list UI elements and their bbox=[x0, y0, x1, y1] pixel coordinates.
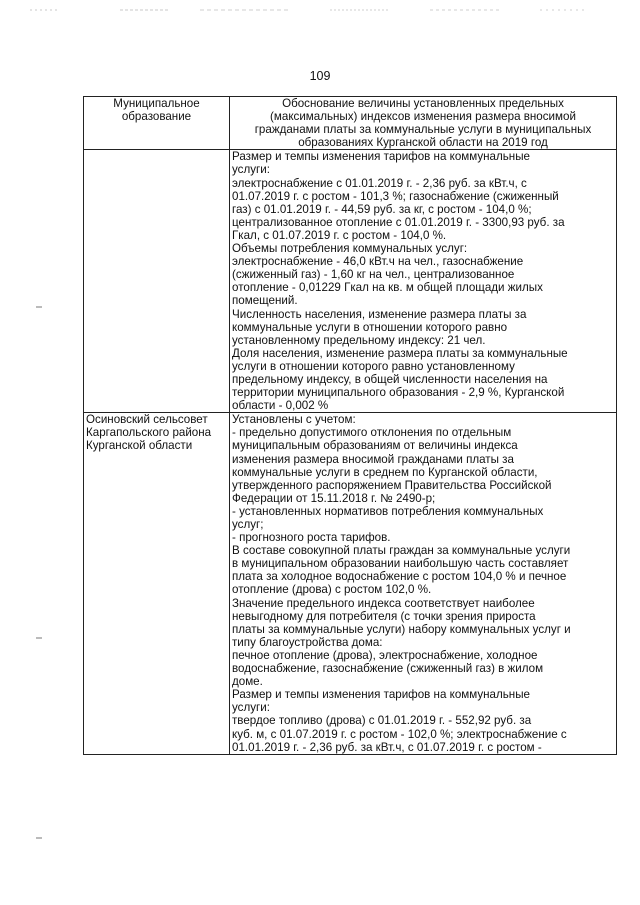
text-line: Гкал, с 01.07.2019 г. с ростом - 104,0 %. bbox=[232, 228, 447, 242]
page-number: 109 bbox=[309, 69, 331, 83]
text-line: услуги: bbox=[232, 701, 270, 715]
text-line: отопление - 0,01229 Гкал на кв. м общей площади жилых bbox=[232, 281, 543, 295]
text-line: отопление (дрова) с ростом 102,0 %. bbox=[232, 583, 432, 597]
justification-cell bbox=[230, 150, 617, 413]
text-line: изменения размера вносимой гражданами платы за bbox=[232, 452, 514, 466]
text-line: услуги: bbox=[232, 163, 270, 177]
text-line: - установленных нормативов потребления коммунальных bbox=[232, 504, 544, 518]
header-text-line: образованиях Курганской области на 2019 год bbox=[298, 136, 548, 150]
text-line: Численность населения, изменение размера платы за bbox=[232, 307, 527, 321]
header-text-line: (максимальных) индексов изменения размера вносимой bbox=[270, 110, 576, 124]
tariff-justification-table bbox=[83, 96, 617, 755]
scan-mark bbox=[36, 837, 42, 839]
municipality-name-line: Осиновский сельсовет bbox=[86, 413, 208, 427]
text-line: (сжиженный газ) - 1,60 кг на чел., централизованное bbox=[232, 268, 515, 282]
text-line: помещений. bbox=[232, 294, 298, 308]
text-line: предельному индексу, в общей численности населения на bbox=[232, 372, 548, 386]
municipality-name-line: Курганской области bbox=[86, 439, 193, 453]
text-line: области - 0,002 % bbox=[232, 399, 329, 413]
municipality-cell bbox=[84, 413, 230, 754]
text-line: куб. м, с 01.07.2019 г. с ростом - 102,0 %; электроснабжение с bbox=[232, 727, 567, 741]
text-line: электроснабжение - 46,0 кВт.ч на чел., газоснабжение bbox=[232, 255, 524, 269]
text-line: В составе совокупной платы граждан за коммунальные услуги bbox=[232, 544, 571, 558]
text-line: утвержденного распоряжением Правительства Российской bbox=[232, 478, 552, 492]
text-line: установленному предельному индексу: 21 чел. bbox=[232, 333, 486, 347]
text-line: коммунальные услуги в среднем по Курганской области, bbox=[232, 465, 538, 479]
header-justification-cell bbox=[230, 97, 617, 150]
text-line: Доля населения, изменение размера платы за коммунальные bbox=[232, 346, 568, 360]
text-line: платы за коммунальные услуги) набору коммунальных услуг и bbox=[232, 622, 571, 636]
text-line: Установлены с учетом: bbox=[232, 413, 356, 427]
text-line: муниципальным образованиям от величины индекса bbox=[232, 439, 518, 453]
header-text-line: гражданами платы за коммунальные услуги в муниципальных bbox=[254, 123, 592, 137]
text-line: 01.01.2019 г. - 2,36 руб. за кВт.ч, с 01.07.2019 г. с ростом - bbox=[232, 740, 542, 754]
text-line: Объемы потребления коммунальных услуг: bbox=[232, 242, 468, 256]
text-line: доме. bbox=[232, 675, 263, 689]
header-text-line: Муниципальное bbox=[113, 97, 200, 110]
text-line: невыгодному для потребителя (с точки зрения прироста bbox=[232, 609, 536, 623]
header-municipality-cell bbox=[84, 97, 230, 150]
text-line: услуг; bbox=[232, 518, 264, 531]
table-row bbox=[84, 150, 617, 413]
scan-artifact-top bbox=[30, 8, 590, 12]
municipality-name-line: Каргапольского района bbox=[86, 426, 212, 440]
text-line: типу благоустройства дома: bbox=[232, 635, 383, 649]
text-line: услуги в отношении которого равно установленному bbox=[232, 359, 515, 373]
text-line: Федерации от 15.11.2018 г. № 2490-р; bbox=[232, 491, 436, 505]
text-line: - предельно допустимого отклонения по отдельным bbox=[232, 426, 512, 440]
text-line: печное отопление (дрова), электроснабжение, холодное bbox=[232, 648, 538, 662]
text-line: в муниципальном образовании наибольшую часть составляет bbox=[232, 557, 569, 571]
text-line: электроснабжение с 01.01.2019 г. - 2,36 руб. за кВт.ч, с bbox=[232, 176, 527, 190]
text-line: водоснабжение, газоснабжение (сжиженный газ) в жилом bbox=[232, 662, 544, 676]
header-text-line: образование bbox=[121, 110, 192, 124]
text-line: Значение предельного индекса соответствует наиболее bbox=[232, 596, 535, 610]
text-line: Размер и темпы изменения тарифов на коммунальные bbox=[232, 150, 530, 164]
table-row bbox=[84, 413, 617, 754]
justification-cell bbox=[230, 413, 617, 754]
text-line: Размер и темпы изменения тарифов на коммунальные bbox=[232, 688, 530, 702]
table-header-row bbox=[84, 97, 617, 150]
text-line: газ) с 01.01.2019 г. - 44,59 руб. за кг, с ростом - 104,0 %; bbox=[232, 202, 532, 216]
scan-mark bbox=[36, 637, 42, 639]
scan-mark bbox=[36, 306, 42, 308]
text-line: территории муниципального образования - 2,9 %, Курганской bbox=[232, 386, 565, 400]
text-line: - прогнозного роста тарифов. bbox=[232, 531, 391, 545]
text-line: централизованное отопление с 01.01.2019 г. - 3300,93 руб. за bbox=[232, 215, 565, 229]
text-line: 01.07.2019 г. с ростом - 101,3 %; газоснабжение (сжиженный bbox=[232, 189, 559, 203]
text-line: твердое топливо (дрова) с 01.01.2019 г. - 552,92 руб. за bbox=[232, 714, 532, 728]
header-text-line: Обоснование величины установленных предельных bbox=[282, 97, 564, 110]
text-line: коммунальные услуги в отношении которого равно bbox=[232, 320, 508, 334]
text-line: плата за холодное водоснабжение с ростом 104,0 % и печное bbox=[232, 570, 567, 584]
municipality-cell bbox=[84, 150, 230, 413]
